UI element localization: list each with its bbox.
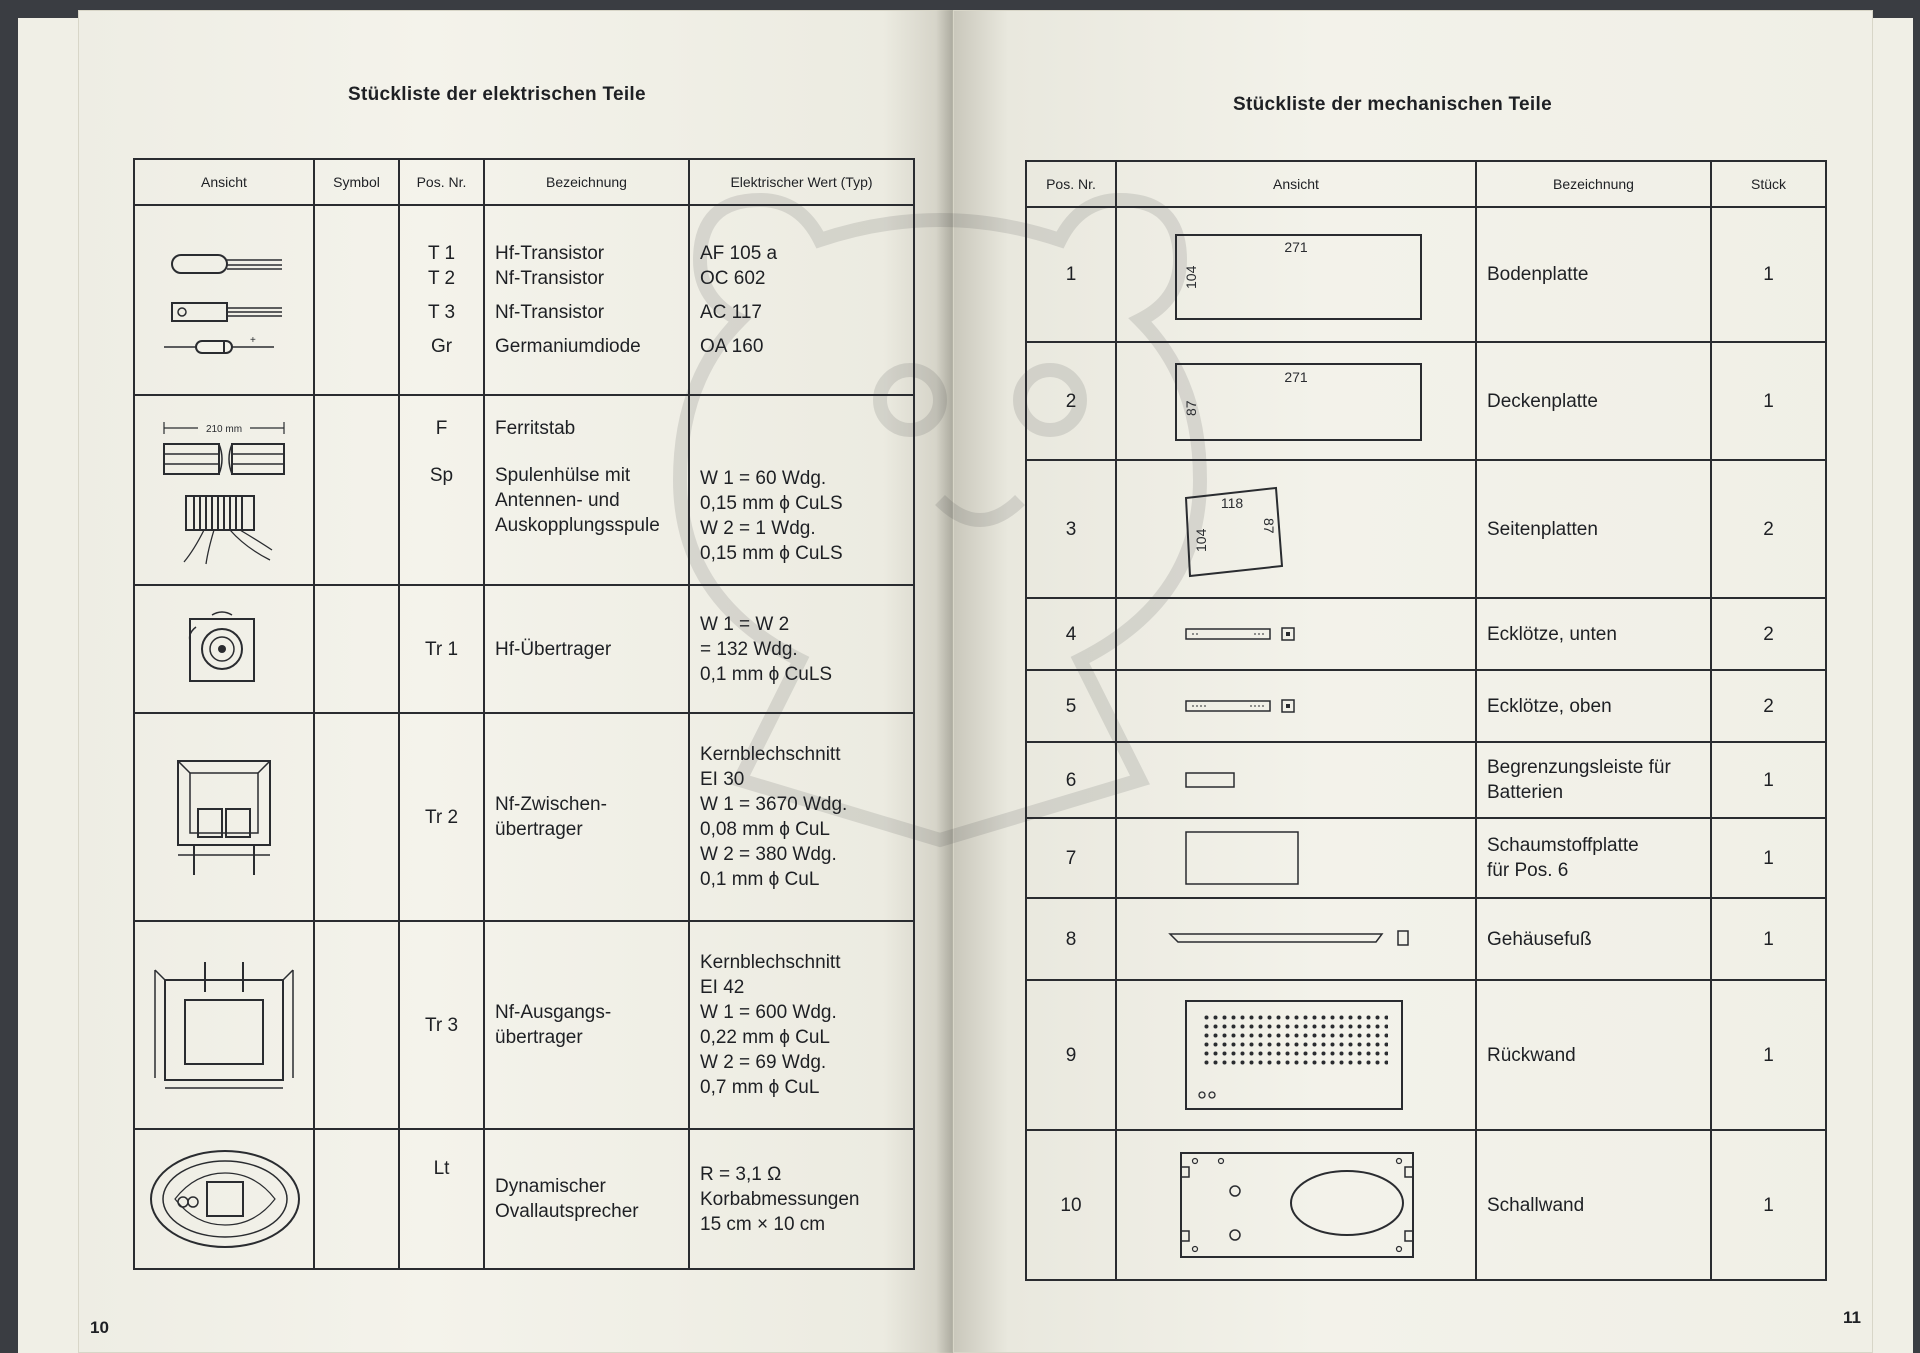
wert-cell: R = 3,1 Ω Korbabmessungen 15 cm × 10 cm [689, 1129, 914, 1269]
stueck-cell: 2 [1711, 670, 1826, 742]
bezeichnung-cell: Schallwand [1476, 1130, 1711, 1280]
pos-cell: Tr 1 [399, 585, 484, 713]
table-row [134, 921, 914, 1129]
svg-text:104: 104 [1193, 528, 1209, 552]
svg-text:87: 87 [1183, 400, 1199, 416]
svg-text:87: 87 [1261, 518, 1277, 534]
left-page-number: 10 [90, 1318, 109, 1337]
bezeichnung-cell: Nf-Zwischen- übertrager [484, 713, 689, 921]
wert-cell: W 1 = W 2 = 132 Wdg. 0,1 mm ϕ CuLS [689, 585, 914, 713]
bezeichnung-cell: Ecklötze, oben [1476, 670, 1711, 742]
pos-cell: Tr 2 [399, 713, 484, 921]
pos-cell: 4 [1026, 598, 1116, 670]
header-ansicht: Ansicht [1116, 161, 1476, 207]
stueck-cell: 2 [1711, 460, 1826, 598]
stueck-cell: 1 [1711, 898, 1826, 980]
header-bezeichnung: Bezeichnung [1476, 161, 1711, 207]
header-symbol: Symbol [314, 159, 399, 205]
wert-cell: W 1 = 60 Wdg. 0,15 mm ϕ CuLS W 2 = 1 Wdg. 0,15 mm ϕ CuLS [689, 395, 914, 585]
bezeichnung-cell: Deckenplatte [1476, 342, 1711, 460]
stueck-cell: 1 [1711, 742, 1826, 818]
right-page-title: Stückliste der mechanischen Teile [1233, 94, 1552, 115]
wert-cell: Kernblechschnitt EI 42 W 1 = 600 Wdg. 0,22 mm ϕ CuL W 2 = 69 Wdg. 0,7 mm ϕ CuL [689, 921, 914, 1129]
svg-text:104: 104 [1183, 265, 1199, 289]
bezeichnung-cell: Hf-Übertrager [484, 585, 689, 713]
pos-cell: Tr 3 [399, 921, 484, 1129]
stueck-cell: 1 [1711, 207, 1826, 342]
pos-cell: 6 [1026, 742, 1116, 818]
table-row [134, 1129, 914, 1269]
svg-text:271: 271 [1284, 369, 1308, 385]
pos-cell: T 1 T 2 T 3 Gr [399, 205, 484, 395]
hf-transformer-icon [134, 585, 314, 713]
svg-text:271: 271 [1284, 238, 1308, 255]
bezeichnung-cell: Ecklötze, unten [1476, 598, 1711, 670]
stueck-cell: 1 [1711, 980, 1826, 1130]
header-stueck: Stück [1711, 161, 1826, 207]
pos-cell: 9 [1026, 980, 1116, 1130]
pos-cell: 8 [1026, 898, 1116, 980]
wert-cell: Kernblechschnitt EI 30 W 1 = 3670 Wdg. 0,08 mm ϕ CuL W 2 = 380 Wdg. 0,1 mm ϕ CuL [689, 713, 914, 921]
bezeichnung-cell: Dynamischer Ovallautsprecher [484, 1129, 689, 1269]
header-bezeichnung: Bezeichnung [484, 159, 689, 205]
table-row [1026, 980, 1826, 1130]
svg-text:210 mm: 210 mm [205, 424, 243, 435]
bezeichnung-cell: Begrenzungsleiste für Batterien [1476, 742, 1711, 818]
output-transformer-icon [134, 921, 314, 1129]
ferrite-rod-and-coil-icon [134, 395, 314, 585]
pos-cell: 7 [1026, 818, 1116, 898]
pos-cell: 2 [1026, 342, 1116, 460]
driver-transformer-icon [134, 713, 314, 921]
pos-cell: F Sp [399, 395, 484, 585]
bezeichnung-cell: Seitenplatten [1476, 460, 1711, 598]
stueck-cell: 1 [1711, 818, 1826, 898]
rear-panel-icon [1116, 980, 1476, 1130]
transistors-and-diode-icon [134, 205, 314, 395]
bezeichnung-cell: Ferritstab Spulenhülse mit Antennen- und Auskopplungsspule [484, 395, 689, 585]
pos-cell: 5 [1026, 670, 1116, 742]
svg-text:118: 118 [1220, 495, 1244, 511]
housing-foot-icon [1116, 898, 1476, 980]
wert-cell: AF 105 a OC 602 AC 117 OA 160 [689, 205, 914, 395]
oval-speaker-icon [134, 1129, 314, 1269]
bezeichnung-cell: Bodenplatte [1476, 207, 1711, 342]
stueck-cell: 1 [1711, 342, 1826, 460]
pos-cell: 1 [1026, 207, 1116, 342]
header-pos: Pos. Nr. [1026, 161, 1116, 207]
table-row [1026, 898, 1826, 980]
header-pos: Pos. Nr. [399, 159, 484, 205]
pos-cell: Lt [399, 1129, 484, 1269]
bezeichnung-cell: Gehäusefuß [1476, 898, 1711, 980]
bezeichnung-cell: Nf-Ausgangs- übertrager [484, 921, 689, 1129]
header-wert: Elektrischer Wert (Typ) [689, 159, 914, 205]
stueck-cell: 2 [1711, 598, 1826, 670]
baffle-board-icon [1116, 1130, 1476, 1280]
bear-watermark-icon [620, 140, 1340, 900]
header-ansicht: Ansicht [134, 159, 314, 205]
table-row [1026, 1130, 1826, 1280]
stueck-cell: 1 [1711, 1130, 1826, 1280]
pos-cell: 3 [1026, 460, 1116, 598]
right-page-number: 11 [1843, 1308, 1861, 1327]
left-page-title: Stückliste der elektrischen Teile [348, 84, 646, 105]
bezeichnung-cell: Schaumstoffplatte für Pos. 6 [1476, 818, 1711, 898]
pos-cell: 10 [1026, 1130, 1116, 1280]
bezeichnung-cell: Rückwand [1476, 980, 1711, 1130]
bezeichnung-cell: Hf-Transistor Nf-Transistor Nf-Transistor Germaniumdiode [484, 205, 689, 395]
svg-text:+: + [250, 335, 256, 346]
